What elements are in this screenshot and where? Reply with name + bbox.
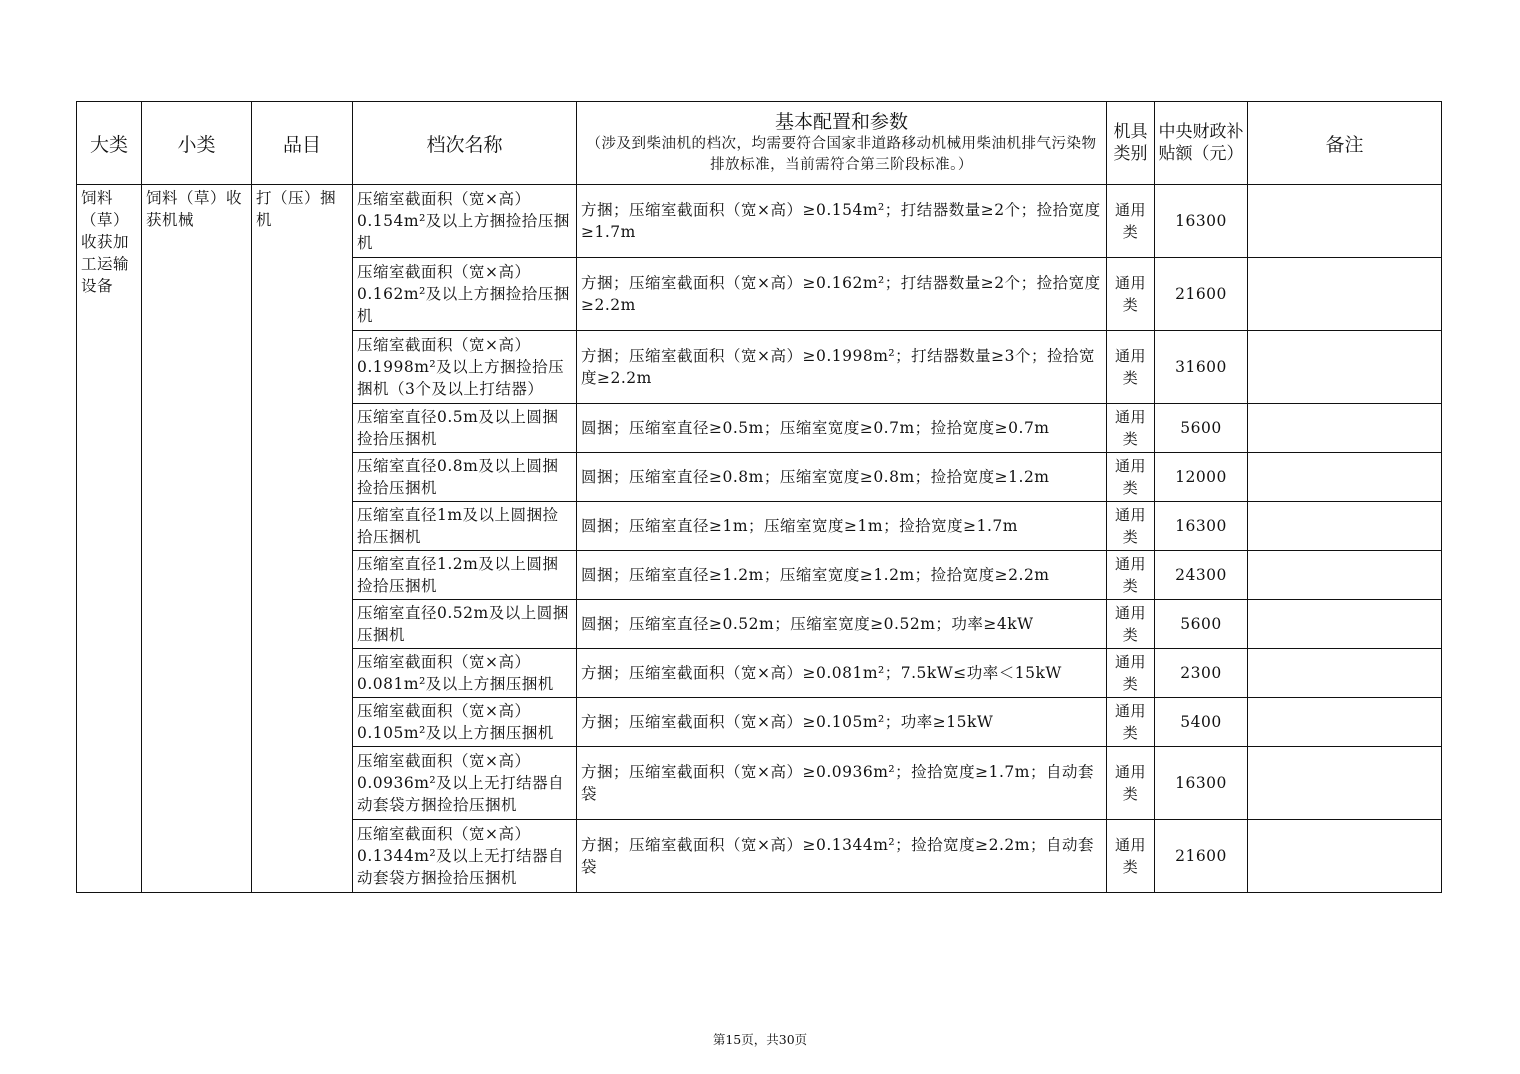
machine-type-cell: 通用类: [1107, 185, 1155, 258]
grade-name-cell: 压缩室直径0.5m及以上圆捆捡拾压捆机: [353, 404, 577, 453]
header-params-title: 基本配置和参数: [774, 111, 908, 133]
subsidy-amount-cell: 31600: [1155, 331, 1248, 404]
page-footer: 第15页，共30页: [712, 1032, 808, 1047]
remarks-cell: [1248, 649, 1442, 698]
header-category: 大类: [77, 102, 142, 185]
subcategory-cell: 饲料（草）收获机械: [142, 185, 252, 893]
subsidy-table: [76, 101, 1442, 893]
subsidy-amount-cell: 16300: [1155, 185, 1248, 258]
header-subcategory: 小类: [142, 102, 252, 185]
params-cell: 方捆；压缩室截面积（宽×高）≥0.1998m²；打结器数量≥3个；捡拾宽度≥2.2m: [577, 331, 1107, 404]
remarks-cell: [1248, 502, 1442, 551]
machine-type-cell: 通用类: [1107, 698, 1155, 747]
subsidy-amount-cell: 16300: [1155, 747, 1248, 820]
machine-type-cell: 通用类: [1107, 453, 1155, 502]
header-grade-name: 档次名称: [353, 102, 577, 185]
params-cell: 方捆；压缩室截面积（宽×高）≥0.154m²；打结器数量≥2个；捡拾宽度≥1.7m: [577, 185, 1107, 258]
remarks-cell: [1248, 185, 1442, 258]
grade-name-cell: 压缩室直径0.8m及以上圆捆捡拾压捆机: [353, 453, 577, 502]
remarks-cell: [1248, 258, 1442, 331]
subsidy-amount-cell: 5600: [1155, 600, 1248, 649]
remarks-cell: [1248, 698, 1442, 747]
table-header-row: [77, 102, 1442, 185]
subsidy-amount-cell: 5400: [1155, 698, 1248, 747]
grade-name-cell: 压缩室直径0.52m及以上圆捆压捆机: [353, 600, 577, 649]
params-cell: 方捆；压缩室截面积（宽×高）≥0.162m²；打结器数量≥2个；捡拾宽度≥2.2m: [577, 258, 1107, 331]
params-cell: 圆捆；压缩室直径≥0.5m；压缩室宽度≥0.7m；捡拾宽度≥0.7m: [577, 404, 1107, 453]
machine-type-cell: 通用类: [1107, 649, 1155, 698]
machine-type-cell: 通用类: [1107, 258, 1155, 331]
machine-type-cell: 通用类: [1107, 747, 1155, 820]
subsidy-amount-cell: 21600: [1155, 820, 1248, 893]
remarks-cell: [1248, 600, 1442, 649]
header-item: 品目: [252, 102, 353, 185]
machine-type-cell: 通用类: [1107, 551, 1155, 600]
params-cell: 方捆；压缩室截面积（宽×高）≥0.081m²；7.5kW≤功率＜15kW: [577, 649, 1107, 698]
subsidy-amount-cell: 12000: [1155, 453, 1248, 502]
grade-name-cell: 压缩室截面积（宽×高）0.162m²及以上方捆捡拾压捆机: [353, 258, 577, 331]
remarks-cell: [1248, 551, 1442, 600]
header-remarks: 备注: [1248, 102, 1442, 185]
params-cell: 圆捆；压缩室直径≥1m；压缩室宽度≥1m；捡拾宽度≥1.7m: [577, 502, 1107, 551]
params-cell: 方捆；压缩室截面积（宽×高）≥0.1344m²；捡拾宽度≥2.2m；自动套袋: [577, 820, 1107, 893]
params-cell: 圆捆；压缩室直径≥0.8m；压缩室宽度≥0.8m；捡拾宽度≥1.2m: [577, 453, 1107, 502]
params-cell: 圆捆；压缩室直径≥1.2m；压缩室宽度≥1.2m；捡拾宽度≥2.2m: [577, 551, 1107, 600]
subsidy-table-container: [76, 101, 1441, 893]
params-cell: 方捆；压缩室截面积（宽×高）≥0.105m²；功率≥15kW: [577, 698, 1107, 747]
grade-name-cell: 压缩室截面积（宽×高）0.0936m²及以上无打结器自动套袋方捆捡拾压捆机: [353, 747, 577, 820]
table-body: [77, 185, 1442, 893]
grade-name-cell: 压缩室截面积（宽×高）0.154m²及以上方捆捡拾压捆机: [353, 185, 577, 258]
grade-name-cell: 压缩室截面积（宽×高）0.105m²及以上方捆压捆机: [353, 698, 577, 747]
machine-type-cell: 通用类: [1107, 600, 1155, 649]
remarks-cell: [1248, 331, 1442, 404]
subsidy-amount-cell: 16300: [1155, 502, 1248, 551]
grade-name-cell: 压缩室截面积（宽×高）0.081m²及以上方捆压捆机: [353, 649, 577, 698]
subsidy-amount-cell: 21600: [1155, 258, 1248, 331]
remarks-cell: [1248, 404, 1442, 453]
grade-name-cell: 压缩室直径1m及以上圆捆捡拾压捆机: [353, 502, 577, 551]
subsidy-amount-cell: 24300: [1155, 551, 1248, 600]
remarks-cell: [1248, 453, 1442, 502]
machine-type-cell: 通用类: [1107, 331, 1155, 404]
machine-type-cell: 通用类: [1107, 820, 1155, 893]
table-row: [77, 185, 1442, 258]
header-machine-type: 机具类别: [1107, 102, 1155, 185]
grade-name-cell: 压缩室直径1.2m及以上圆捆捡拾压捆机: [353, 551, 577, 600]
machine-type-cell: 通用类: [1107, 404, 1155, 453]
params-cell: 方捆；压缩室截面积（宽×高）≥0.0936m²；捡拾宽度≥1.7m；自动套袋: [577, 747, 1107, 820]
header-params-note: （涉及到柴油机的档次，均需要符合国家非道路移动机械用柴油机排气污染物排放标准，当前需符合第三阶段标准。）: [586, 136, 1097, 173]
remarks-cell: [1248, 747, 1442, 820]
item-cell: 打（压）捆机: [252, 185, 353, 893]
header-params: [577, 102, 1107, 185]
subsidy-amount-cell: 2300: [1155, 649, 1248, 698]
grade-name-cell: 压缩室截面积（宽×高）0.1344m²及以上无打结器自动套袋方捆捡拾压捆机: [353, 820, 577, 893]
subsidy-amount-cell: 5600: [1155, 404, 1248, 453]
params-cell: 圆捆；压缩室直径≥0.52m；压缩室宽度≥0.52m；功率≥4kW: [577, 600, 1107, 649]
grade-name-cell: 压缩室截面积（宽×高）0.1998m²及以上方捆捡拾压捆机（3个及以上打结器）: [353, 331, 577, 404]
header-subsidy-amount: 中央财政补贴额（元）: [1155, 102, 1248, 185]
remarks-cell: [1248, 820, 1442, 893]
category-cell: 饲料（草）收获加工运输设备: [77, 185, 142, 893]
machine-type-cell: 通用类: [1107, 502, 1155, 551]
